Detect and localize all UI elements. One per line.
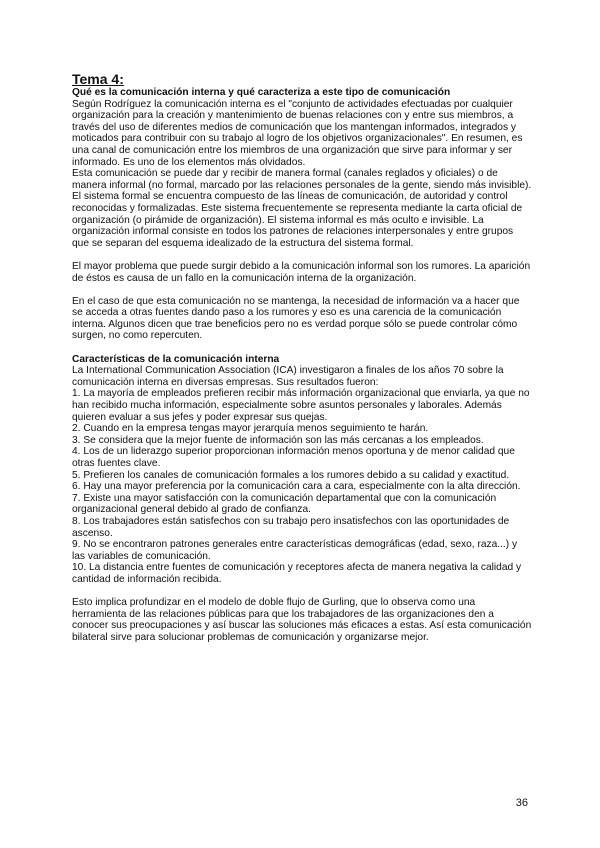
document-page: [72, 72, 532, 644]
list-item: 8. Los trabajadores están satisfechos con su trabajo pero insatisfechos con las oportunidades de ascenso.: [72, 515, 510, 539]
list-item: 5. Prefieren los canales de comunicación formales a los rumores debido a su calidad y exactitud.: [72, 469, 510, 481]
characteristics-heading: Características de la comunicación interna: [72, 353, 280, 365]
spacer: [72, 284, 532, 296]
page-number: 36: [515, 797, 528, 809]
paragraph-consequences: En el caso de que esta comunicación no se mantenga, la necesidad de información va a hacer que se acceda a otras fuentes dando paso a los rumores y eso es una carencia de la comunicación interna. Algunos dicen que trae beneficios pero no es verdad porque sólo se puede controlar cómo surgen, no como repercuten.: [72, 295, 520, 342]
characteristics-intro: La International Communication Association (ICA) investigaron a finales de los años 70 sobre la comunicación interna en diversas empresas. Sus resultados fueron:: [72, 365, 504, 388]
list-item: 10. La distancia entre fuentes de comunicación y receptores afecta de manera negativa la calidad y cantidad de información recibida.: [72, 562, 522, 585]
list-item: 7. Existe una mayor satisfacción con la comunicación departamental que con la comunicación organizacional general debido al grado de confianza.: [72, 492, 497, 516]
list-item: 1. La mayoría de empleados prefieren recibir más información organizacional que enviarla, ya que no han recibido mucha información, especialmente sobre asuntos personales y laborales. Además quieren evaluar a sus jefes y poder expresar sus quejas.: [72, 388, 530, 423]
list-item: 4. Los de un liderazgo superior proporcionan información menos oportuna y de menor calidad que otras fuentes clave.: [72, 446, 515, 469]
characteristics-list: [72, 388, 532, 585]
list-item: 3. Se considera que la mejor fuente de información son las más cercanas a los empleados.: [72, 434, 484, 446]
spacer: [72, 249, 532, 261]
list-item: 9. No se encontraron patrones generales entre características demográficas (edad, sexo, raza...) y las variables de comunicación.: [72, 539, 518, 562]
paragraph-formal-informal: Esta comunicación se puede dar y recibir de manera formal (canales reglados y oficiales) o de manera informal (no formal, marcado por las relaciones personales de la gente, siendo más invisible). El sistema formal se encuentra compuesto de las líneas de comunicación, de autoridad y control reconocidas y formalizadas. Este sistema frecuentemente se representa mediante la carta oficial de organización (o pirámide de organización). El sistema informal es más oculto e invisible. La organización informal consiste en todos los patrones de relaciones interpersonales y entre grupos que se separan del esquema idealizado de la estructura del sistema formal.: [72, 168, 532, 249]
list-item: 6. Hay una mayor preferencia por la comunicación cara a cara, especialmente con la alta dirección.: [72, 481, 521, 493]
page-title: Tema 4:: [72, 71, 124, 87]
paragraph-closing: Esto implica profundizar en el modelo de doble flujo de Gurling, que lo observa como una herramienta de las relaciones públicas para que los trabajadores de las organizaciones den a conocer sus preocupaciones y así buscar las soluciones más eficaces a estas. Así esta comunicación bilateral sirve para solucionar problemas de comunicación y organizarse mejor.: [72, 597, 532, 643]
spacer: [72, 342, 532, 354]
list-item: 2. Cuando en la empresa tengas mayor jerarquía menos seguimiento te harán.: [72, 423, 429, 435]
paragraph-definition: Según Rodríguez la comunicación interna es el "conjunto de actividades efectuadas por cualquier organización para la creación y mantenimiento de buenas relaciones con y entre sus miembros, a través del uso de diferentes medios de comunicación que los mantengan informados, integrados y moticados para contribuir con su trabajo al logro de los objetivos organizacionales". En resumen, es una canal de comunicación entre los miembros de una organización que sirve para informar y ser informado. Es uno de los elementos más olvidados.: [72, 98, 523, 168]
spacer: [72, 586, 532, 598]
paragraph-rumors: El mayor problema que puede surgir debido a la comunicación informal son los rumores. La aparición de éstos es causa de un fallo en la comunicación interna de la organización.: [72, 260, 531, 284]
section-subtitle: Qué es la comunicación interna y qué caracteriza a este tipo de comunicación: [72, 87, 451, 98]
